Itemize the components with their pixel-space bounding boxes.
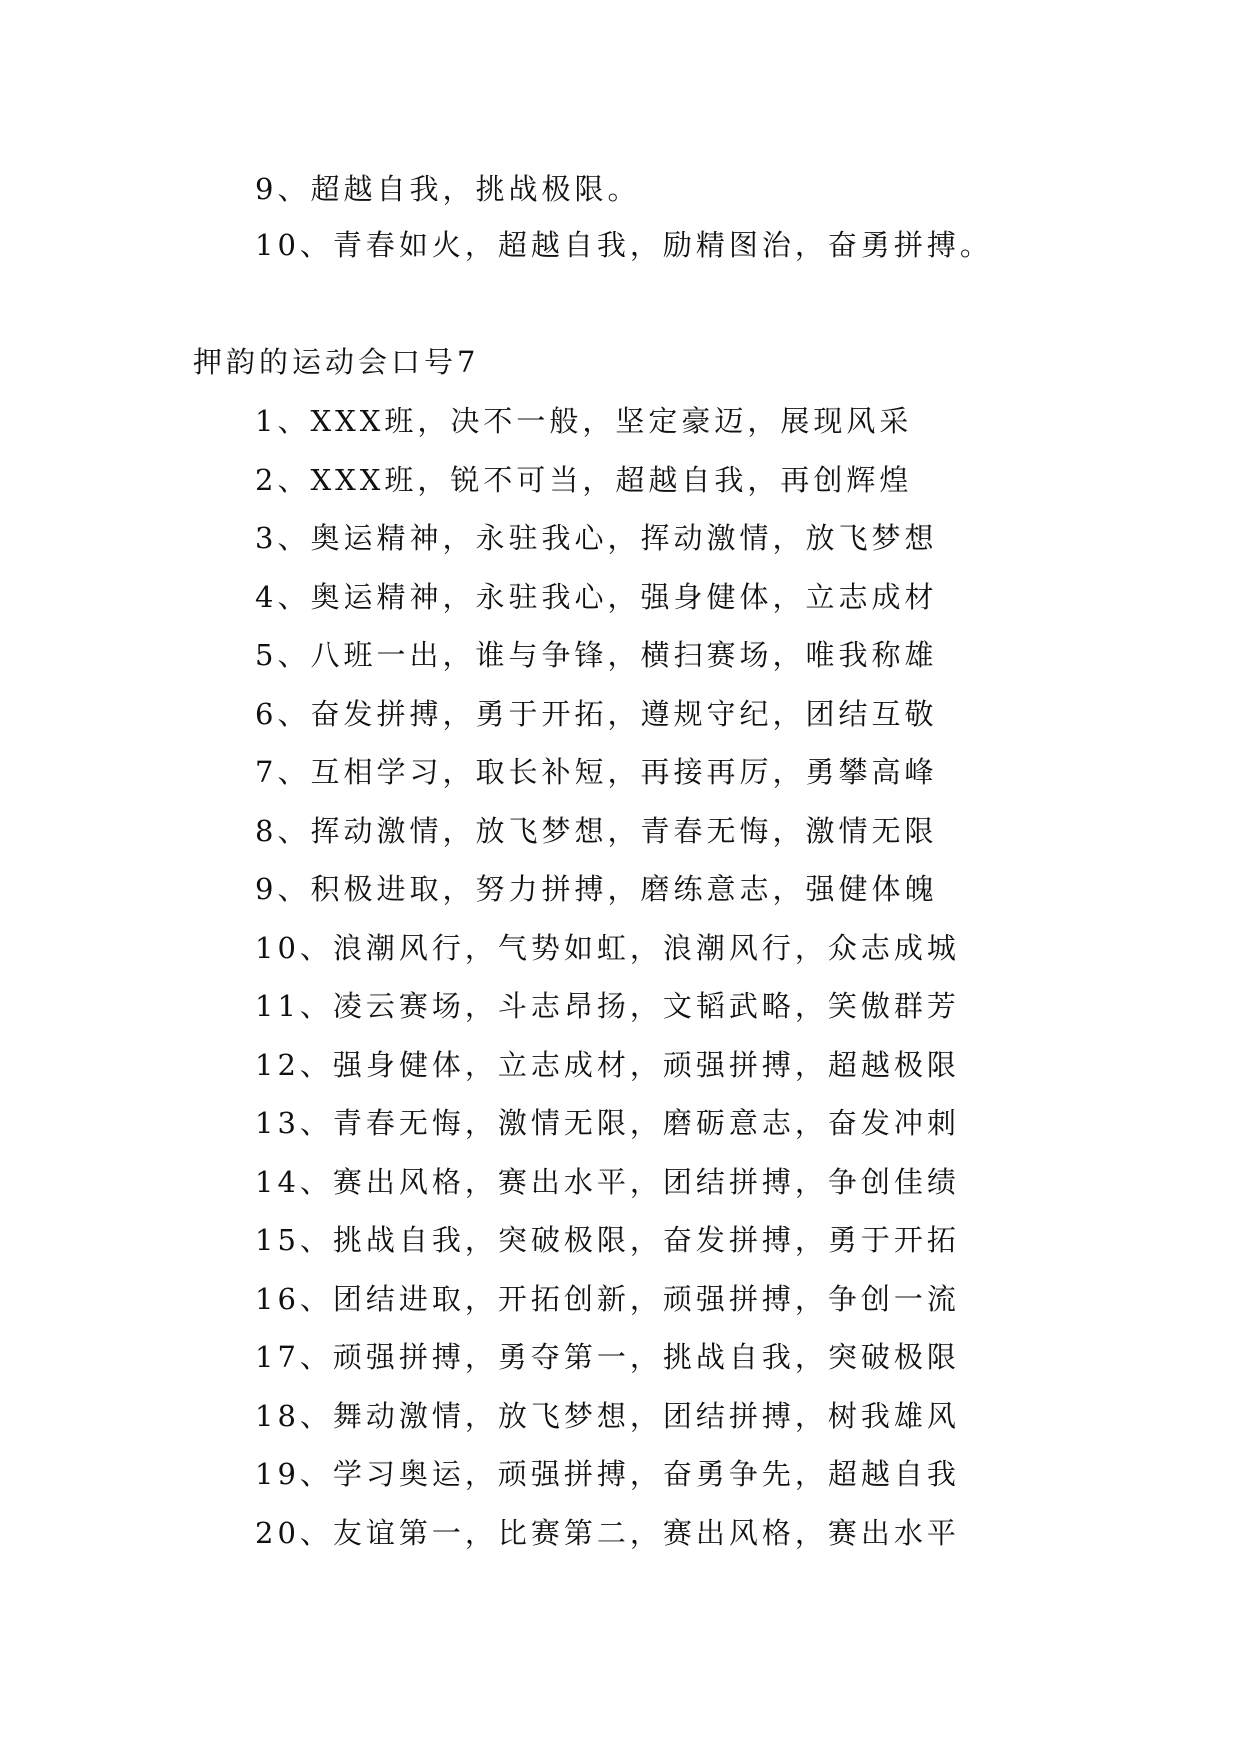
list-item: 9、超越自我，挑战极限。 bbox=[255, 172, 641, 206]
section-heading: 押韵的运动会口号7 bbox=[193, 345, 480, 379]
list-item: 7、互相学习，取长补短，再接再厉，勇攀高峰 bbox=[255, 755, 938, 789]
list-item: 19、学习奥运，顽强拼搏，奋勇争先，超越自我 bbox=[255, 1457, 960, 1491]
list-item: 1、XXX班，决不一般，坚定豪迈，展现风采 bbox=[255, 404, 913, 438]
list-item: 10、浪潮风行，气势如虹，浪潮风行，众志成城 bbox=[255, 930, 960, 965]
list-item: 10、青春如火，超越自我，励精图治，奋勇拼搏。 bbox=[255, 228, 993, 262]
list-item: 9、积极进取，努力拼搏，磨练意志，强健体魄 bbox=[255, 872, 938, 906]
list-item: 3、奥运精神，永驻我心，挥动激情，放飞梦想 bbox=[255, 521, 938, 555]
list-item: 15、挑战自我，突破极限，奋发拼搏，勇于开拓 bbox=[255, 1223, 960, 1257]
list-item: 6、奋发拼搏，勇于开拓，遵规守纪，团结互敬 bbox=[255, 696, 938, 731]
list-item: 5、八班一出，谁与争锋，横扫赛场，唯我称雄 bbox=[255, 638, 938, 672]
list-item: 11、凌云赛场，斗志昂扬，文韬武略，笑傲群芳 bbox=[255, 989, 960, 1023]
list-item: 16、团结进取，开拓创新，顽强拼搏，争创一流 bbox=[255, 1281, 960, 1316]
list-item: 20、友谊第一，比赛第二，赛出风格，赛出水平 bbox=[255, 1515, 960, 1550]
list-item: 8、挥动激情，放飞梦想，青春无悔，激情无限 bbox=[255, 813, 938, 848]
list-item: 17、顽强拼搏，勇夺第一，挑战自我，突破极限 bbox=[255, 1340, 960, 1374]
list-item: 18、舞动激情，放飞梦想，团结拼搏，树我雄风 bbox=[255, 1398, 960, 1433]
list-item: 13、青春无悔，激情无限，磨砺意志，奋发冲刺 bbox=[255, 1106, 960, 1140]
list-item: 12、强身健体，立志成材，顽强拼搏，超越极限 bbox=[255, 1047, 960, 1082]
list-item: 4、奥运精神，永驻我心，强身健体，立志成材 bbox=[255, 579, 938, 614]
list-item: 14、赛出风格，赛出水平，团结拼搏，争创佳绩 bbox=[255, 1164, 960, 1199]
list-item: 2、XXX班，锐不可当，超越自我，再创辉煌 bbox=[255, 462, 913, 497]
